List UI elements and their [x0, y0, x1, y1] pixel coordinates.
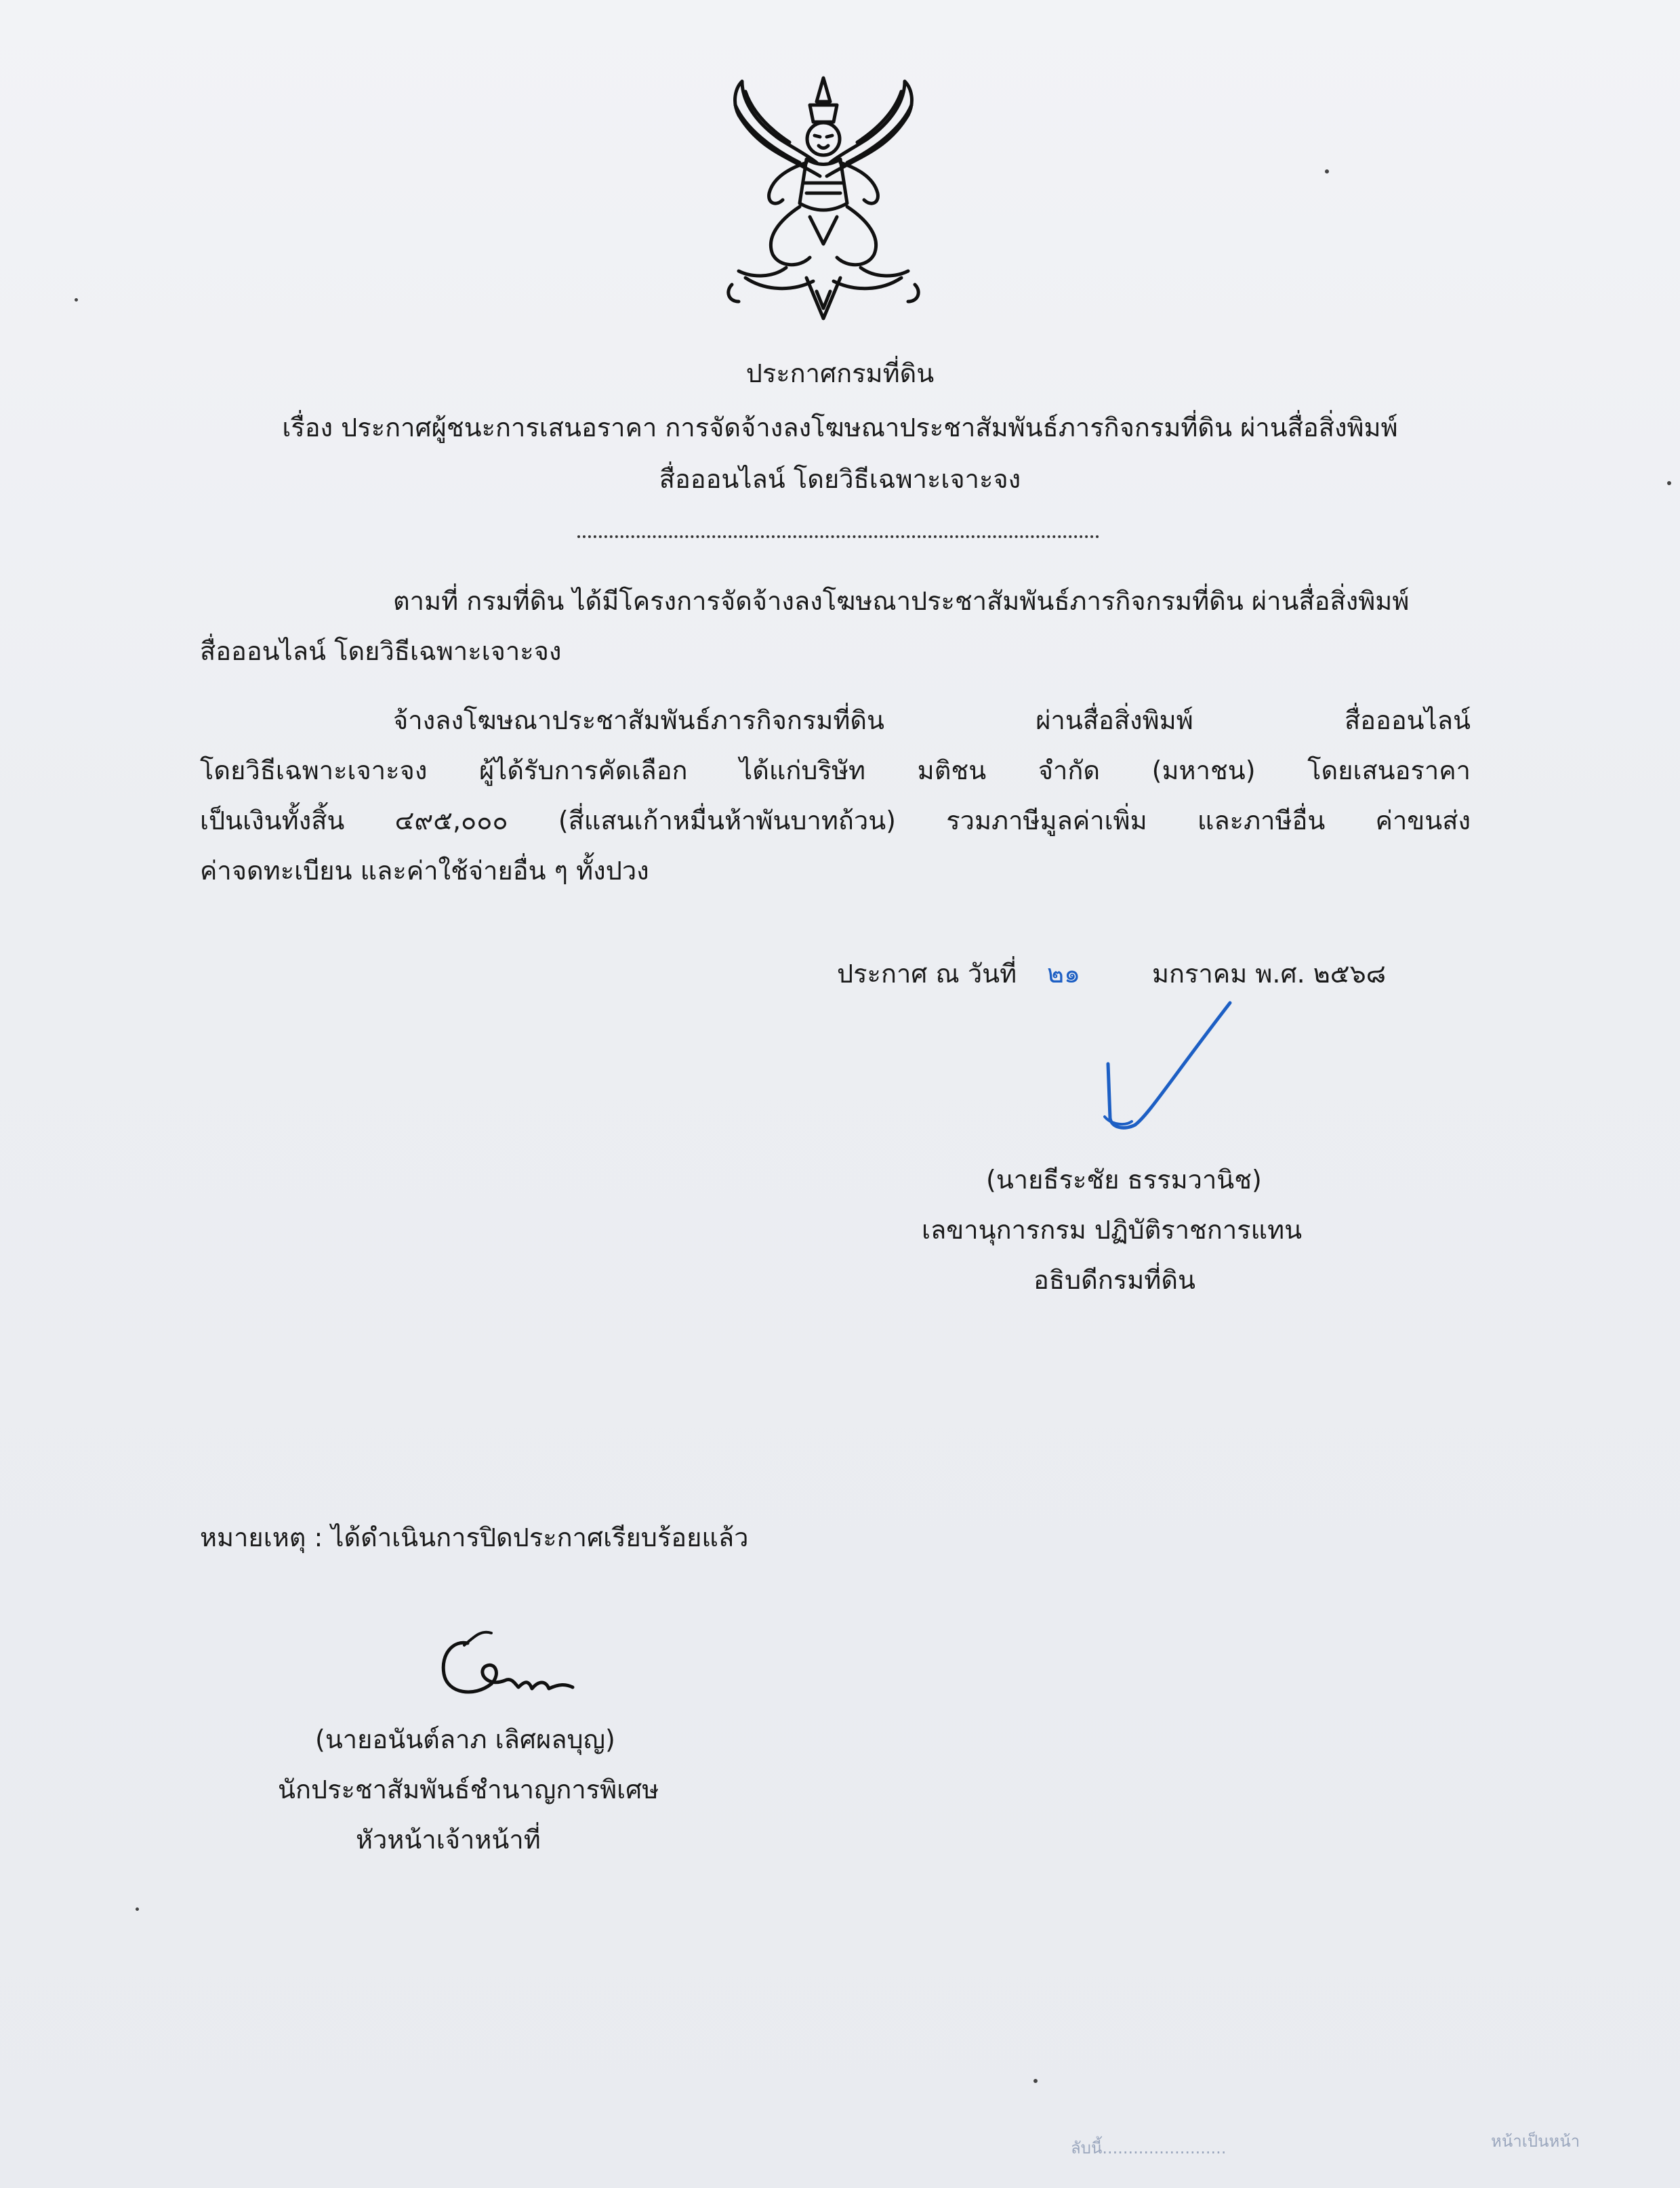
para2-line4: ค่าจดทะเบียน และค่าใช้จ่ายอื่น ๆ ทั้งปวง — [200, 856, 649, 886]
announcement-title: ประกาศกรมที่ดิน — [745, 358, 935, 388]
subject-line-1: เรื่อง ประกาศผู้ชนะการเสนอราคา การจัดจ้างลงโฆษณาประชาสัมพันธ์ภารกิจกรมที่ดิน ผ่านสื่อสิ่งพิมพ์ — [282, 413, 1398, 442]
para2-line1: จ้างลงโฆษณาประชาสัมพันธ์ภารกิจกรมที่ดิน ผ่านสื่อสิ่งพิมพ์ สื่อออนไลน์ — [393, 705, 1471, 735]
subject-line-2: สื่อออนไลน์ โดยวิธีเฉพาะเจาะจง — [659, 464, 1021, 494]
officer-name: (นายอนันต์ลาภ เลิศผลบุญ) — [315, 1725, 615, 1754]
date-prefix: ประกาศ ณ วันที่ — [837, 959, 1017, 989]
signatory-name: (นายธีระชัย ธรรมวานิช) — [986, 1165, 1262, 1195]
dust-speck — [136, 1907, 139, 1911]
dust-speck — [1667, 481, 1671, 485]
date-month-year: มกราคม พ.ศ. ๒๕๖๘ — [1152, 959, 1387, 989]
para1-line2: สื่อออนไลน์ โดยวิธีเฉพาะเจาะจง — [200, 636, 562, 666]
signature-officer — [427, 1626, 603, 1721]
officer-role: หัวหน้าเจ้าหน้าที่ — [356, 1825, 541, 1855]
dotted-divider — [577, 535, 1099, 538]
note-text: หมายเหตุ : ได้ดำเนินการปิดประกาศเรียบร้อยแล้ว — [200, 1523, 749, 1552]
officer-position: นักประชาสัมพันธ์ชำนาญการพิเศษ — [278, 1775, 659, 1804]
dust-speck — [1033, 2079, 1038, 2083]
signature-director — [1084, 996, 1254, 1152]
para1-line1: ตามที่ กรมที่ดิน ได้มีโครงการจัดจ้างลงโฆษณาประชาสัมพันธ์ภารกิจกรมที่ดิน ผ่านสื่อสิ่งพิมพ์ — [393, 586, 1410, 616]
garuda-emblem-icon — [705, 75, 942, 332]
para2-line3: เป็นเงินทั้งสิ้น ๔๙๕,๐๐๐ (สี่แสนเก้าหมื่นห้าพันบาทถ้วน) รวมภาษีมูลค่าเพิ่ม และภาษีอื่น ค่าขนส่ง — [200, 806, 1471, 835]
para2-line2: โดยวิธีเฉพาะเจาะจง ผู้ได้รับการคัดเลือก ได้แก่บริษัท มติชน จำกัด (มหาชน) โดยเสนอราคา — [200, 756, 1471, 785]
dust-speck — [1325, 169, 1329, 173]
date-day: ๒๑ — [1047, 959, 1081, 989]
footer-stamp-right: หน้าเป็นหน้า — [1491, 2132, 1580, 2151]
footer-stamp-left: ลับนี้........................ — [1071, 2139, 1227, 2158]
signatory-position: เลขานุการกรม ปฏิบัติราชการแทน — [922, 1215, 1303, 1245]
dust-speck — [75, 298, 78, 302]
signatory-title: อธิบดีกรมที่ดิน — [1033, 1265, 1195, 1295]
